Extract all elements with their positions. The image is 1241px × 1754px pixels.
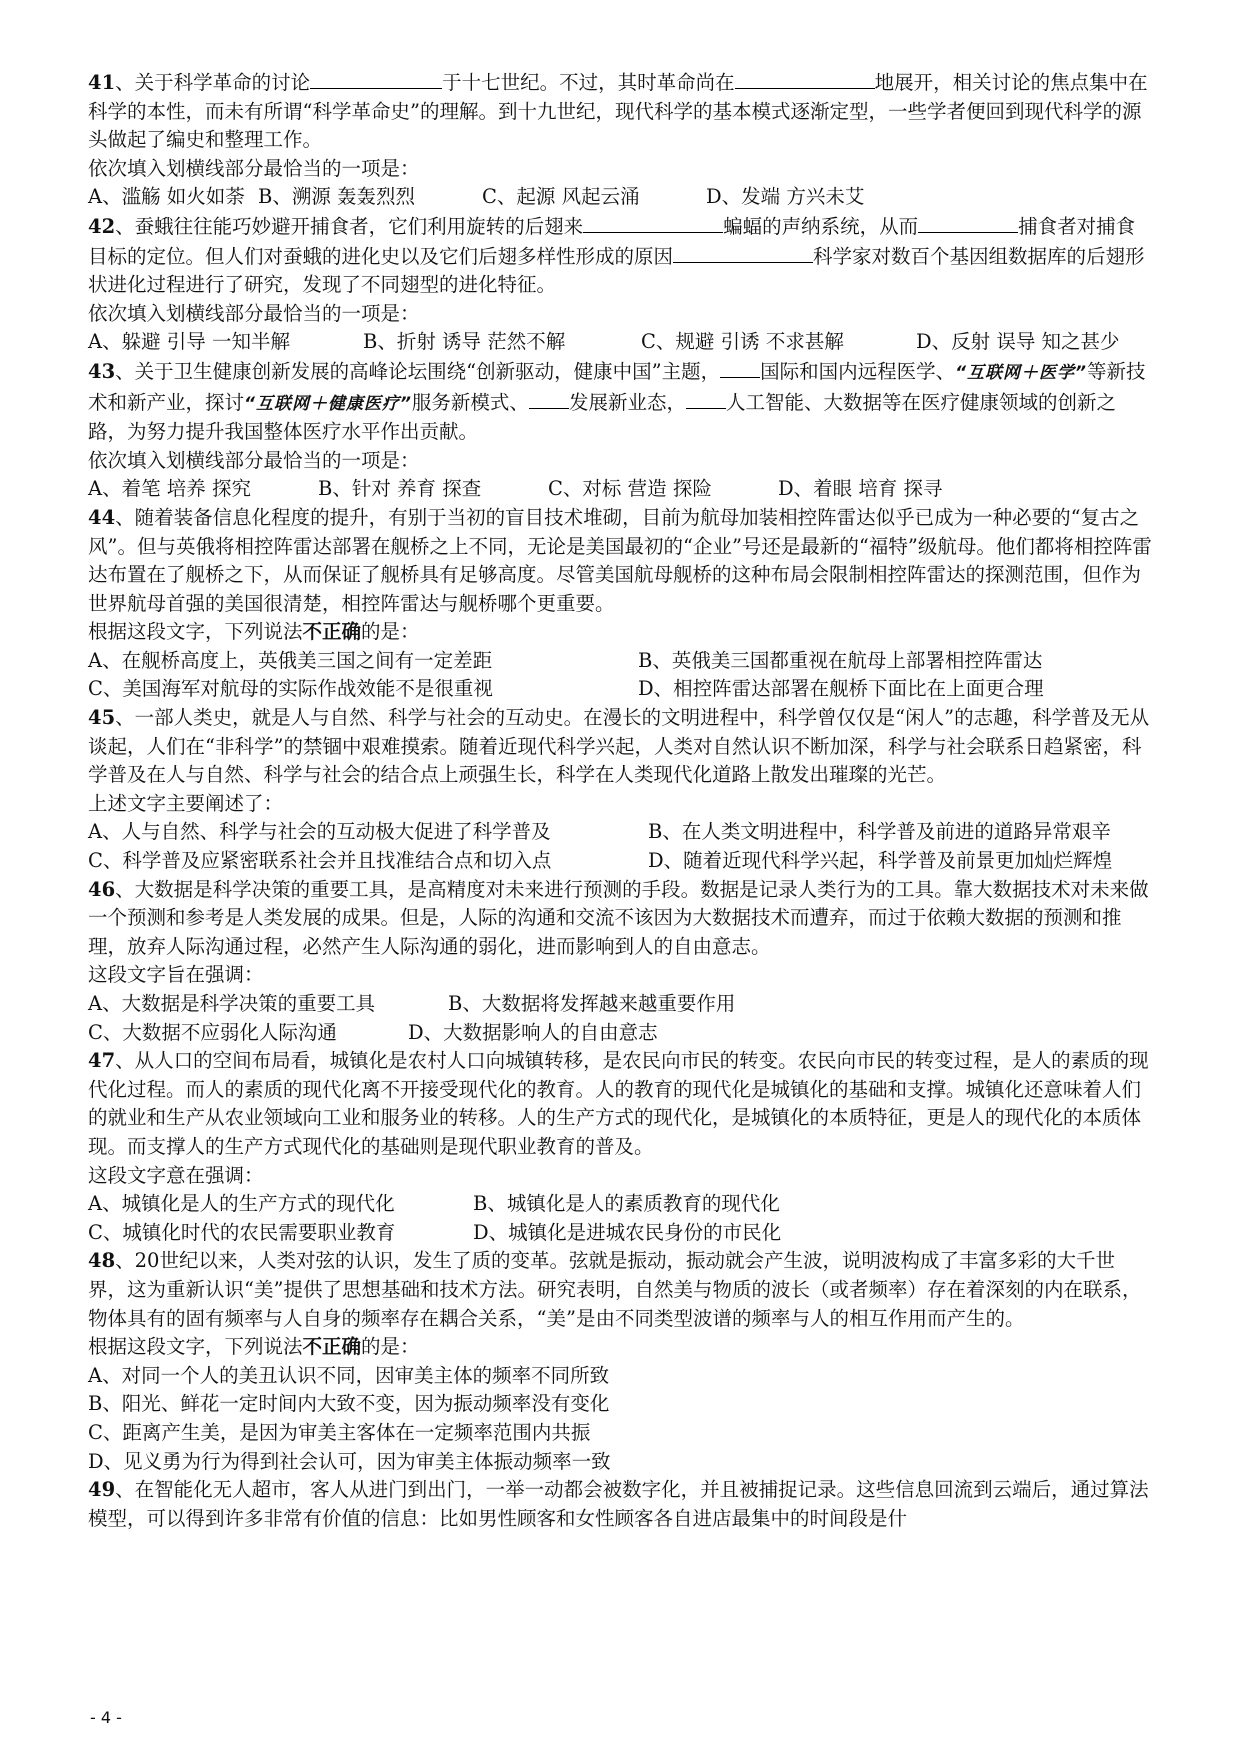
question-prompt: 根据这段文字，下列说法不正确的是：	[88, 1335, 420, 1359]
question-prompt: 依次填入划横线部分最恰当的一项是：	[88, 301, 420, 325]
option-a: A、着笔 培养 探究	[88, 477, 251, 501]
fill-blank	[720, 357, 760, 378]
option-b: B、阳光、鲜花一定时间内大致不变，因为振动频率没有变化	[88, 1392, 610, 1416]
question-49	[88, 1476, 1152, 1533]
option-a: A、滥觞 如火如荼	[88, 185, 245, 209]
stamp-text: “互联网＋医学”	[955, 362, 1088, 383]
option-a: A、城镇化是人的生产方式的现代化	[88, 1192, 395, 1216]
option-c: C、距离产生美，是因为审美主客体在一定频率范围内共振	[88, 1420, 591, 1444]
option-d: D、着眼 培育 探寻	[778, 477, 943, 501]
options-row	[88, 847, 1152, 876]
option-b: B、针对 养育 探查	[318, 477, 482, 501]
question-number: 44	[88, 505, 116, 529]
question-number: 48	[88, 1249, 116, 1273]
option-d: D、相控阵雷达部署在舰桥下面比在上面更合理	[638, 677, 1044, 701]
question-48-stem: 48、20世纪以来，人类对弦的认识，发生了质的变革。弦就是振动，振动就会产生波，说明波构成了丰富多彩的大千世界，这为重新认识“美”提供了思想基础和技术方法。研究表明，自然美与物质的波长（或者频率）存在着深刻的内在联系，物体具有的固有频率与人自身的频率存在耦合关系，“美”是由不同类型波谱的频率与人的相互作用而产生的。	[88, 1249, 1142, 1330]
question-number: 43	[88, 359, 116, 383]
question-41	[88, 68, 1152, 212]
question-number: 46	[88, 877, 116, 901]
options-row	[88, 1019, 1152, 1048]
option-b: B、英俄美三国都重视在航母上部署相控阵雷达	[638, 648, 1043, 672]
exam-page	[88, 68, 1152, 1533]
fill-blank	[673, 242, 813, 263]
option-d: D、发端 方兴未艾	[706, 185, 865, 209]
option-b: B、折射 诱导 茫然不解	[363, 330, 566, 354]
option-a: A、在舰桥高度上，英俄美三国之间有一定差距	[88, 648, 493, 672]
option-a: A、对同一个人的美丑认识不同，因审美主体的频率不同所致	[88, 1363, 610, 1387]
emphasis-text: 不正确	[302, 1335, 362, 1359]
question-43-stem: 43、关于卫生健康创新发展的高峰论坛围绕“创新驱动，健康中国”主题， 国际和国内远程医学、“互联网＋医学”等新技术和新产业，探讨“互联网＋健康医疗”服务新模式、 发展新业态， 人工智能、大数据等在医疗健康领域的创新之路，为努力提升我国整体医疗水平作出贡献。	[88, 357, 1152, 447]
question-44-stem: 44、随着装备信息化程度的提升，有别于当初的盲目技术堆砌，目前为航母加装相控阵雷达似乎已成为一种必要的“复古之风”。但与英俄将相控阵雷达部署在舰桥之上不同，无论是美国最初的“企业”号还是最新的“福特”级航母。他们都将相控阵雷达布置在了舰桥之下，从而保证了舰桥具有足够高度。尽管美国航母舰桥的这种布局会限制相控阵雷达的探测范围，但作为世界航母首强的美国很清楚，相控阵雷达与舰桥哪个更重要。	[88, 505, 1152, 615]
question-number: 45	[88, 706, 116, 730]
options-row	[88, 1190, 1152, 1219]
question-47-stem: 47、从人口的空间布局看，城镇化是农村人口向城镇转移，是农民向市民的转变。农民向市民的转变过程，是人的素质的现代化过程。而人的素质的现代化离不开接受现代化的教育。人的教育的现代化是城镇化的基础和支撑。城镇化还意味着人们的就业和生产从农业领域向工业和服务业的转移。人的生产方式的现代化，是城镇化的本质特征，更是人的现代化的本质体现。而支撑人的生产方式现代化的基础则是现代职业教育的普及。	[88, 1049, 1149, 1158]
options-row	[88, 1219, 1152, 1248]
options-row	[88, 475, 1152, 504]
question-42	[88, 212, 1152, 357]
question-42-stem: 42、蚕蛾往往能巧妙避开捕食者，它们利用旋转的后翅来 蝙蝠的声纳系统，从而 捕食者对捕食目标的定位。但人们对蚕蛾的进化史以及它们后翅多样性形成的原因 科学家对数百个基因组数据库的后翅形状进化过程进行了研究，发现了不同翅型的进化特征。	[88, 212, 1152, 300]
question-48	[88, 1247, 1152, 1476]
question-prompt: 依次填入划横线部分最恰当的一项是：	[88, 156, 420, 180]
options-row	[88, 675, 1152, 704]
option-c: C、起源 风起云涌	[482, 185, 640, 209]
question-46-stem: 46、大数据是科学决策的重要工具，是高精度对未来进行预测的手段。数据是记录人类行为的工具。靠大数据技术对未来做一个预测和参考是人类发展的成果。但是，人际的沟通和交流不该因为大数据技术而遭弃，而过于依赖大数据的预测和推理，放弃人际沟通过程，必然产生人际沟通的弱化，进而影响到人的自由意志。	[88, 877, 1149, 958]
fill-blank	[735, 68, 875, 89]
fill-blank	[918, 212, 1018, 233]
question-44	[88, 504, 1152, 704]
fill-blank	[529, 388, 569, 409]
options-row	[88, 183, 1152, 212]
option-a: A、人与自然、科学与社会的互动极大促进了科学普及	[88, 820, 551, 844]
question-47	[88, 1047, 1152, 1247]
question-prompt: 这段文字旨在强调：	[88, 963, 264, 987]
question-prompt: 根据这段文字，下列说法不正确的是：	[88, 620, 420, 644]
option-c: C、规避 引诱 不求甚解	[641, 330, 844, 354]
fill-blank	[310, 68, 442, 89]
option-b: B、大数据将发挥越来越重要作用	[448, 992, 736, 1015]
option-d: D、城镇化是进城农民身份的市民化	[473, 1220, 782, 1244]
question-45-stem: 45、一部人类史，就是人与自然、科学与社会的互动史。在漫长的文明进程中，科学曾仅仅是“闲人”的志趣，科学普及无从谈起，人们在“非科学”的禁锢中艰难摸索。随着近现代科学兴起，人类对自然认识不断加深，科学与社会联系日趋紧密，科学普及在人与自然、科学与社会的结合点上顽强生长，科学在人类现代化道路上散发出璀璨的光芒。	[88, 706, 1150, 787]
question-45	[88, 704, 1152, 876]
stamp-text: “互联网＋健康医疗”	[244, 393, 412, 414]
option-a: A、躲避 引导 一知半解	[88, 330, 290, 354]
option-d: D、大数据影响人的自由意志	[408, 1020, 658, 1044]
option-a: A、大数据是科学决策的重要工具	[88, 992, 376, 1015]
page-number: - 4 -	[90, 1708, 122, 1727]
question-prompt: 这段文字意在强调：	[88, 1163, 264, 1187]
option-c: C、对标 营造 探险	[548, 477, 712, 501]
options-row	[88, 328, 1152, 357]
option-c: C、大数据不应弱化人际沟通	[88, 1020, 337, 1044]
option-d: D、随着近现代科学兴起，科学普及前景更加灿烂辉煌	[648, 849, 1113, 873]
option-d: D、见义勇为行为得到社会认可，因为审美主体振动频率一致	[88, 1449, 611, 1473]
question-number: 42	[88, 214, 116, 238]
question-49-stem: 49、在智能化无人超市，客人从进门到出门，一举一动都会被数字化，并且被捕捉记录。这些信息回流到云端后，通过算法模型，可以得到许多非常有价值的信息：比如男性顾客和女性顾客各自进店最集中的时间段是什	[88, 1478, 1149, 1530]
option-d: D、反射 误导 知之甚少	[916, 330, 1120, 354]
fill-blank	[686, 388, 726, 409]
question-41-stem: 41、关于科学革命的讨论 于十七世纪。不过，其时革命尚在 地展开，相关讨论的焦点集中在科学的本性，而未有所谓“科学革命史”的理解。到十九世纪，现代科学的基本模式逐渐定型，一些学者便回到现代科学的源头做起了编史和整理工作。	[88, 68, 1152, 155]
question-number: 49	[88, 1478, 116, 1502]
emphasis-text: 不正确	[302, 620, 362, 644]
option-b: B、在人类文明进程中，科学普及前进的道路异常艰辛	[648, 820, 1111, 844]
question-46	[88, 876, 1152, 1048]
question-number: 41	[88, 71, 116, 94]
question-43	[88, 357, 1152, 504]
option-b: B、溯源 轰轰烈烈	[258, 185, 416, 209]
option-b: B、城镇化是人的素质教育的现代化	[473, 1192, 780, 1216]
option-c: C、科学普及应紧密联系社会并且找准结合点和切入点	[88, 849, 552, 873]
question-prompt: 上述文字主要阐述了：	[88, 791, 284, 815]
option-c: C、城镇化时代的农民需要职业教育	[88, 1220, 396, 1244]
option-c: C、美国海军对航母的实际作战效能不是很重视	[88, 677, 493, 701]
options-row	[88, 818, 1152, 847]
options-row	[88, 647, 1152, 676]
question-prompt: 依次填入划横线部分最恰当的一项是：	[88, 448, 420, 472]
options-row	[88, 990, 1152, 1019]
question-number: 47	[88, 1049, 116, 1073]
fill-blank	[583, 212, 723, 233]
